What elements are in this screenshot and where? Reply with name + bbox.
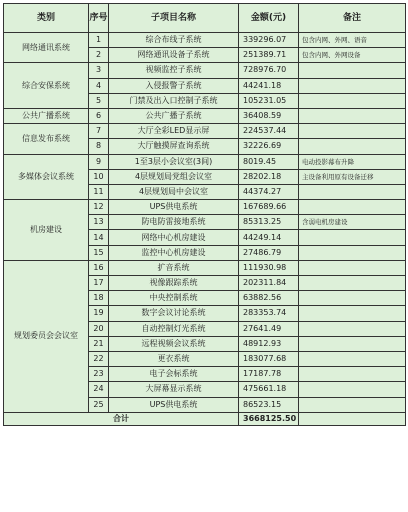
category-cell: 多媒体会议系统 xyxy=(4,154,89,200)
name-cell: 防电防雷接地系统 xyxy=(109,215,239,230)
amount-cell: 27641.49 xyxy=(239,321,299,336)
note-cell: 包含内网、外网设备 xyxy=(299,48,406,63)
seq-cell: 19 xyxy=(89,306,109,321)
note-cell xyxy=(299,124,406,139)
table-row xyxy=(4,63,406,78)
amount-cell: 44249.14 xyxy=(239,230,299,245)
total-row xyxy=(4,412,406,425)
name-cell: 更衣系统 xyxy=(109,351,239,366)
note-cell xyxy=(299,245,406,260)
seq-cell: 1 xyxy=(89,33,109,48)
name-cell: 网络中心机房建设 xyxy=(109,230,239,245)
amount-cell: 27486.79 xyxy=(239,245,299,260)
name-cell: 远程视频会议系统 xyxy=(109,336,239,351)
name-cell: 大厅全彩LED显示屏 xyxy=(109,124,239,139)
budget-table-container xyxy=(3,3,406,426)
note-cell xyxy=(299,291,406,306)
amount-cell: 183077.68 xyxy=(239,351,299,366)
seq-cell: 18 xyxy=(89,291,109,306)
seq-cell: 8 xyxy=(89,139,109,154)
amount-cell: 251389.71 xyxy=(239,48,299,63)
name-cell: 1至3层小会议室(3间) xyxy=(109,154,239,169)
name-cell: 大厅触摸屏查询系统 xyxy=(109,139,239,154)
header-category: 类别 xyxy=(4,4,89,33)
seq-cell: 21 xyxy=(89,336,109,351)
amount-cell: 85313.25 xyxy=(239,215,299,230)
category-cell: 机房建设 xyxy=(4,200,89,261)
amount-cell: 728976.70 xyxy=(239,63,299,78)
name-cell: 入侵报警子系统 xyxy=(109,78,239,93)
category-cell: 综合安保系统 xyxy=(4,63,89,109)
note-cell xyxy=(299,382,406,397)
seq-cell: 12 xyxy=(89,200,109,215)
amount-cell: 44241.18 xyxy=(239,78,299,93)
name-cell: 自动控制灯光系统 xyxy=(109,321,239,336)
amount-cell: 475661.18 xyxy=(239,382,299,397)
seq-cell: 16 xyxy=(89,260,109,275)
total-note xyxy=(299,412,406,425)
note-cell xyxy=(299,78,406,93)
note-cell xyxy=(299,306,406,321)
amount-cell: 167689.66 xyxy=(239,200,299,215)
amount-cell: 339296.07 xyxy=(239,33,299,48)
name-cell: 门禁及出入口控制子系统 xyxy=(109,93,239,108)
note-cell: 包含内网、外网、语音 xyxy=(299,33,406,48)
header-name: 子项目名称 xyxy=(109,4,239,33)
note-cell xyxy=(299,108,406,123)
name-cell: 4层规划局党组会议室 xyxy=(109,169,239,184)
amount-cell: 86523.15 xyxy=(239,397,299,412)
name-cell: UPS供电系统 xyxy=(109,397,239,412)
amount-cell: 36408.59 xyxy=(239,108,299,123)
seq-cell: 10 xyxy=(89,169,109,184)
seq-cell: 13 xyxy=(89,215,109,230)
seq-cell: 3 xyxy=(89,63,109,78)
table-header xyxy=(4,4,406,33)
amount-cell: 44374.27 xyxy=(239,184,299,199)
seq-cell: 11 xyxy=(89,184,109,199)
seq-cell: 15 xyxy=(89,245,109,260)
seq-cell: 5 xyxy=(89,93,109,108)
category-cell: 网络通讯系统 xyxy=(4,33,89,63)
note-cell xyxy=(299,276,406,291)
note-cell xyxy=(299,260,406,275)
name-cell: 网络通讯设备子系统 xyxy=(109,48,239,63)
table-footer xyxy=(4,412,406,425)
table-row xyxy=(4,108,406,123)
note-cell xyxy=(299,63,406,78)
seq-cell: 23 xyxy=(89,367,109,382)
amount-cell: 8019.45 xyxy=(239,154,299,169)
seq-cell: 22 xyxy=(89,351,109,366)
seq-cell: 20 xyxy=(89,321,109,336)
seq-cell: 4 xyxy=(89,78,109,93)
total-amount: 3668125.50 xyxy=(239,412,299,425)
note-cell xyxy=(299,397,406,412)
seq-cell: 6 xyxy=(89,108,109,123)
note-cell xyxy=(299,93,406,108)
amount-cell: 17187.78 xyxy=(239,367,299,382)
note-cell: 电动投影幕布升降 xyxy=(299,154,406,169)
name-cell: 视频监控子系统 xyxy=(109,63,239,78)
name-cell: 公共广播子系统 xyxy=(109,108,239,123)
note-cell xyxy=(299,230,406,245)
seq-cell: 17 xyxy=(89,276,109,291)
name-cell: 数字会议讨论系统 xyxy=(109,306,239,321)
table-row xyxy=(4,124,406,139)
amount-cell: 105231.05 xyxy=(239,93,299,108)
name-cell: 综合布线子系统 xyxy=(109,33,239,48)
name-cell: 中央控制系统 xyxy=(109,291,239,306)
header-row xyxy=(4,4,406,33)
note-cell: 主设备利用原有设备迁移 xyxy=(299,169,406,184)
table-row xyxy=(4,154,406,169)
total-label: 合计 xyxy=(4,412,239,425)
table-row xyxy=(4,200,406,215)
amount-cell: 32226.69 xyxy=(239,139,299,154)
note-cell: 含弱电机房建设 xyxy=(299,215,406,230)
amount-cell: 202311.84 xyxy=(239,276,299,291)
seq-cell: 14 xyxy=(89,230,109,245)
note-cell xyxy=(299,351,406,366)
seq-cell: 24 xyxy=(89,382,109,397)
name-cell: 扩音系统 xyxy=(109,260,239,275)
amount-cell: 28202.18 xyxy=(239,169,299,184)
amount-cell: 48912.93 xyxy=(239,336,299,351)
note-cell xyxy=(299,139,406,154)
amount-cell: 283353.74 xyxy=(239,306,299,321)
header-seq: 序号 xyxy=(89,4,109,33)
name-cell: 视像跟踪系统 xyxy=(109,276,239,291)
seq-cell: 25 xyxy=(89,397,109,412)
category-cell: 信息发布系统 xyxy=(4,124,89,154)
note-cell xyxy=(299,200,406,215)
name-cell: 4层规划局中会议室 xyxy=(109,184,239,199)
note-cell xyxy=(299,321,406,336)
amount-cell: 111930.98 xyxy=(239,260,299,275)
name-cell: 电子会标系统 xyxy=(109,367,239,382)
table-body xyxy=(4,33,406,413)
amount-cell: 224537.44 xyxy=(239,124,299,139)
header-note: 备注 xyxy=(299,4,406,33)
seq-cell: 9 xyxy=(89,154,109,169)
category-cell: 规划委员会会议室 xyxy=(4,260,89,412)
table-row xyxy=(4,260,406,275)
note-cell xyxy=(299,336,406,351)
category-cell: 公共广播系统 xyxy=(4,108,89,123)
name-cell: 监控中心机房建设 xyxy=(109,245,239,260)
note-cell xyxy=(299,184,406,199)
table-row xyxy=(4,33,406,48)
note-cell xyxy=(299,367,406,382)
seq-cell: 2 xyxy=(89,48,109,63)
header-amount: 金额(元) xyxy=(239,4,299,33)
budget-table xyxy=(3,3,406,426)
amount-cell: 63882.56 xyxy=(239,291,299,306)
seq-cell: 7 xyxy=(89,124,109,139)
name-cell: UPS供电系统 xyxy=(109,200,239,215)
name-cell: 大屏幕显示系统 xyxy=(109,382,239,397)
